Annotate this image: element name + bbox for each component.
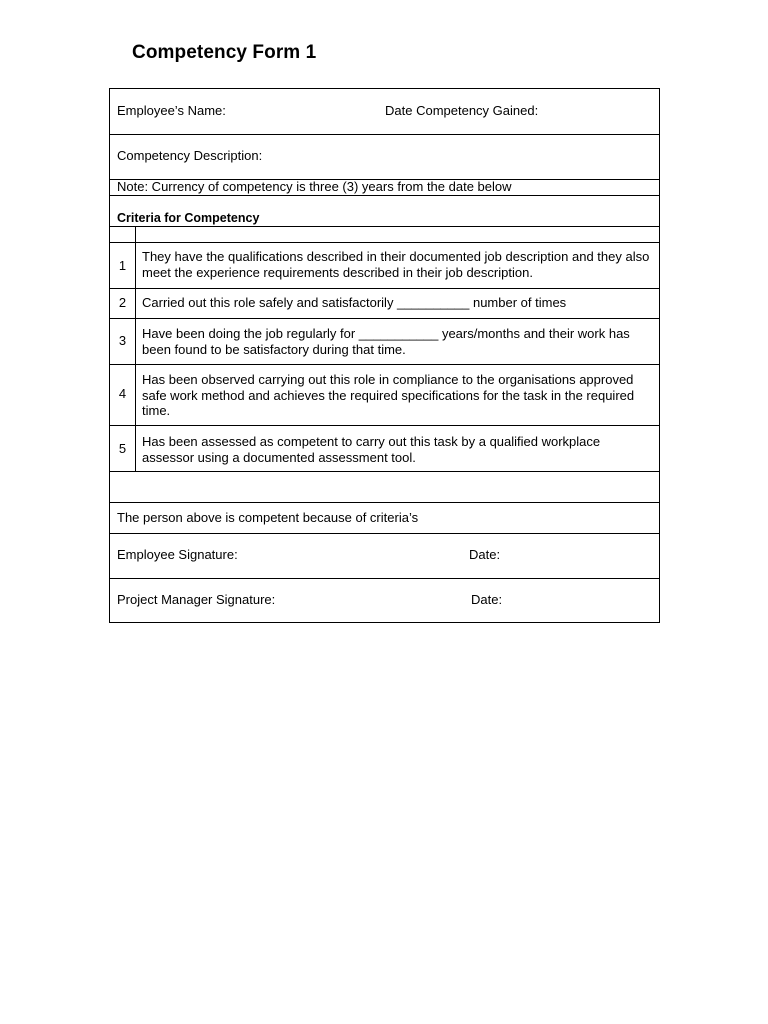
criterion-number: 3 bbox=[118, 333, 127, 348]
criterion-number: 2 bbox=[118, 295, 127, 310]
criterion-text: Carried out this role safely and satisfactorily __________ number of times bbox=[142, 295, 567, 310]
competency-description-label: Competency Description: bbox=[117, 148, 263, 163]
row-divider bbox=[110, 364, 659, 365]
criterion-text: Has been assessed as competent to carry out this task by a qualified workplace assessor using a documented assessment tool. bbox=[142, 434, 601, 465]
row-divider bbox=[110, 425, 659, 426]
form-title: Competency Form 1 bbox=[132, 42, 317, 63]
competent-because-text: The person above is competent because of criteria’s bbox=[117, 510, 419, 525]
competency-form-table bbox=[109, 88, 660, 623]
row-divider bbox=[110, 502, 659, 503]
criterion-text: They have the qualifications described in their documented job description and they also meet the experience requirements described in their job description. bbox=[142, 249, 650, 280]
criteria-heading: Criteria for Competency bbox=[117, 211, 260, 225]
employee-date-label: Date: bbox=[469, 547, 501, 562]
row-divider bbox=[110, 578, 659, 579]
row-divider bbox=[110, 195, 659, 196]
criterion-number: 1 bbox=[118, 258, 127, 273]
row-divider bbox=[110, 226, 659, 227]
pm-date-label: Date: bbox=[471, 592, 503, 607]
employee-name-label: Employee’s Name: bbox=[117, 103, 226, 118]
number-column-divider bbox=[135, 226, 136, 471]
row-divider bbox=[110, 471, 659, 472]
row-divider bbox=[110, 533, 659, 534]
criterion-text: Have been doing the job regularly for ___________ years/months and their work has been found to be satisfactory during that time. bbox=[142, 326, 630, 357]
pm-signature-label: Project Manager Signature: bbox=[117, 592, 276, 607]
date-gained-label: Date Competency Gained: bbox=[385, 103, 539, 118]
criterion-number: 5 bbox=[118, 441, 127, 456]
criterion-text: Has been observed carrying out this role in compliance to the organisations approved safe work method and achieves the required specifications for the task in the required time. bbox=[142, 372, 635, 418]
currency-note: Note: Currency of competency is three (3) years from the date below bbox=[117, 179, 512, 194]
row-divider bbox=[110, 134, 659, 135]
row-divider bbox=[110, 318, 659, 319]
employee-signature-label: Employee Signature: bbox=[117, 547, 238, 562]
row-divider bbox=[110, 288, 659, 289]
row-divider bbox=[110, 242, 659, 243]
criterion-number: 4 bbox=[118, 386, 127, 401]
